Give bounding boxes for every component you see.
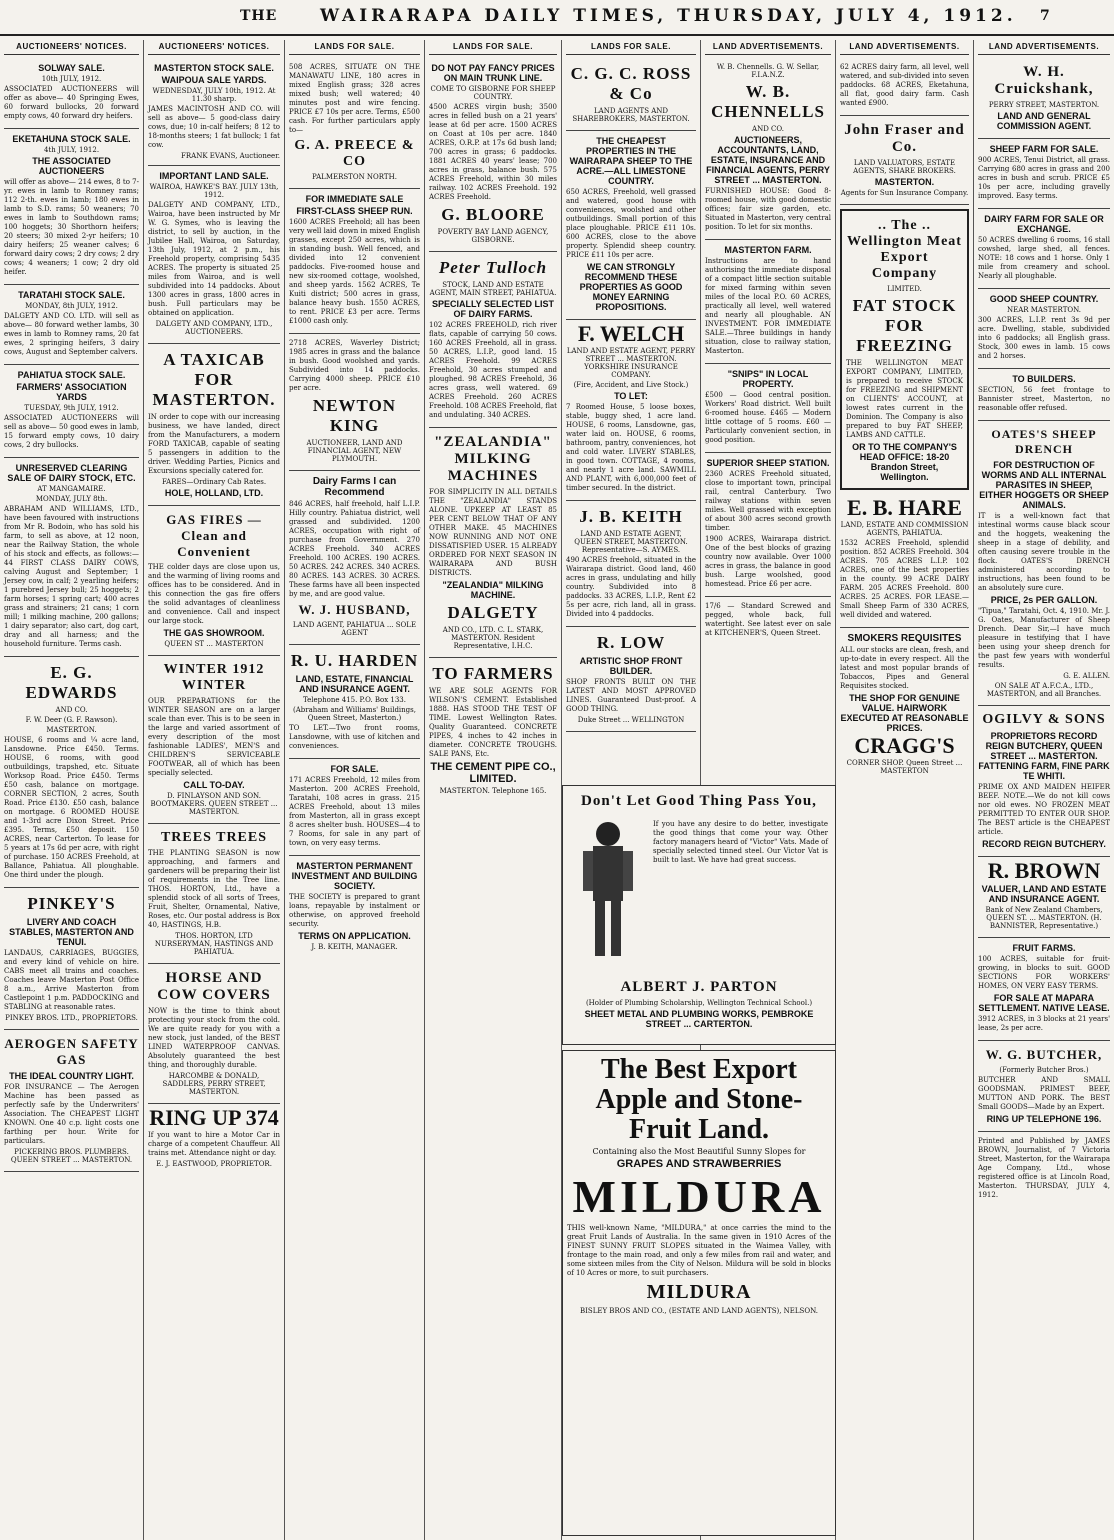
ad-heading: LAND AND GENERAL COMMISSION AGENT. [996,111,1092,131]
ad-signature: G. BLOORE [441,205,545,224]
ad-body: 171 ACRES Freehold, 12 miles from Masterton. 200 ACRES Freehold, Taratahi, 108 acres in grass. 215 ACRES Freehold, about 13 miles from Masterton, all in grass except 8 acres shelter bush. HOUSES—4 to 7 Rooms, for sale in any part of town, on very easy terms. [289,776,420,847]
ad-location: MASTERTON. Telephone 165. [439,787,547,795]
ad-title: E. G. EDWARDS [25,663,118,702]
ad-title: FRUIT FARMS. [1012,943,1076,953]
ad-body: £500 — Good central position. Workers' Road district. Well built 6-roomed house. £465 — Modern little cottage of 5 rooms. £60 — Particularly convenient section, in good position. [705,391,831,444]
column-heading: LAND ADVERTISEMENTS. [705,40,831,55]
column-7 [836,40,974,1540]
ad-body: FURNISHED HOUSE: Good 8-roomed house, with good domestic offices; fair size garden, etc. Situated in Masterton, very central position. To let for six months. [705,187,831,231]
ad-title: TO BUILDERS. [1012,374,1076,384]
ad-keith [566,501,696,627]
ad-subtitle: WAIPOUA SALE YARDS. [161,75,267,85]
ad-body: ASSOCIATED AUCTIONEERS will sell as above— 50 good ewes in lamb, 15 forward empty cows, 10 dairy cows, 2 dry bullocks. [4,414,139,449]
ad-subtitle: FIRST-CLASS SHEEP RUN. [296,206,413,216]
ad-peter-tulloch [429,252,557,428]
ad-clearing-sale [4,458,139,657]
ad-signature: DALGETY [447,603,539,622]
ad-title: DAIRY FARM FOR SALE OR EXCHANGE. [984,214,1104,234]
ad-r-brown [978,857,1110,938]
ad-signature: BISLEY BROS AND CO., (ESTATE AND LAND AGENTS), NELSON. [580,1307,818,1315]
ad-title: SUPERIOR SHEEP STATION. [706,458,830,468]
ad-title: R. U. HARDEN [290,651,419,670]
ad-title: UNRESERVED CLEARING SALE OF DAIRY STOCK, ETC. [7,463,136,483]
ad-title: R. LOW [596,633,666,652]
ad-signature: E. J. EASTWOOD, PROPRIETOR. [156,1160,272,1168]
ad-names: W. B. Chennells. G. W. Sellar, F.I.A.N.Z. [716,63,820,79]
ad-smokers [840,628,969,782]
column-2 [144,40,285,1540]
ad-credentials: (Holder of Plumbing Scholarship, Wellington Technical School.) [585,999,813,1007]
masthead-left: THE [240,8,278,24]
ad-heading: FOR SALE AT MAPARA SETTLEMENT. NATIVE LEASE. [978,993,1110,1013]
ad-body: ASSOCIATED AUCTIONEERS will offer as above— 40 Springing Ewes, 60 forward bullocks, 20 forward empty cows, 40 forward dry heifers. [4,85,139,120]
ad-title: W. G. BUTCHER, [985,1047,1103,1062]
ad-heading: AUCTIONEERS, ACCOUNTANTS, LAND, ESTATE, INSURANCE AND FINANCIAL AGENTS, PERRY STREET ... MASTERTON. [706,135,830,185]
ad-title: Peter Tulloch [438,258,548,277]
ad-subtitle: LIMITED. [887,285,922,293]
ad-body: THIS well-known Name, "MILDURA," at once carries the mind to the great Fruit Lands of Australia. In the same given in 1910 Acres of the FINEST SUNNY FRUIT SLOPES situated in the Waimea Valley, with frontage to the main road, and only a few miles from rail and water, and some sixteen miles from the City of Nelson. Mildura will be sold in blocks of 10 Acres or more, to suit purchasers. [567,1224,831,1277]
ad-body: ALL our stocks are clean, fresh, and up-to-date in every respect. All the latest and most popular brands of Tobaccos, Pipes and General Requisites stocked. [840,646,969,690]
ad-subtitle: LIVERY AND COACH STABLES, MASTERTON AND TENUI. [9,917,134,947]
ad-subtitle: LAND AND ESTATE AGENT, PERRY STREET ... MASTERTON. YORKSHIRE INSURANCE COMPANY. [566,347,696,379]
ad-title: PINKEY'S [27,894,116,913]
ad-sheep-station [705,453,831,597]
ad-to-farmers [429,658,557,802]
ad-signature: DALGETY AND COMPANY, LTD., AUCTIONEERS. [155,320,273,336]
ad-date: WEDNESDAY, JULY 10th, 1912. At 11.30 sharp. [152,87,276,103]
ad-title: Don't Let Good Thing Pass You, [581,793,817,809]
ad-body: TO LET.—Two front rooms, Lansdowne, with use of kitchen and conveniences. [289,724,420,750]
ad-date: WAIROA, HAWKE'S BAY. JULY 13th, 1912. [149,183,279,199]
ad-manawatu-line [289,58,420,189]
ad-wellington-meat [840,209,969,490]
ad-fruit-farms [978,938,1110,1041]
ad-title: C. G. C. ROSS & Co [570,64,692,103]
ad-body: THE PLANTING SEASON is now approaching, and farmers and gardeners will be preparing their list of requirements in the Tree line. THOS. HORTON, Ltd., have a splendid stock of all sorts of Trees, Fruit, Shelter, Ornamental, Native, Roses, etc. Our postal address is Box 40, HASTINGS, H.B. [148,849,280,929]
ad-ring-up-374 [148,1104,280,1175]
ad-body: will offer as above— 214 ewes, 8 to 7-yr. ewes in lamb to Romney rams; 112 2-th. ewes in lamb; 180 ewes in lamb to S.D. rams; 50 weaners; 70 ewes in lamb to Southdown rams; 100 hoggets; 30 Shorthorn heifers; 20 steers; 30 mixed 2-yr heifers; 10 dairy heifers; 25 weaner calves; 6 forward dairy cows; 2 dry cows; 2 dry cows; 4 weaners; 1 cow; 2 dry old heifer. [4,178,139,276]
ad-snips [705,364,831,453]
ad-signature: D. FINLAYSON AND SON. BOOTMAKERS. QUEEN STREET ... MASTERTON. [150,792,278,816]
ad-masterton-farm [705,240,831,364]
ad-horse-cow-covers [148,964,280,1104]
ad-subtitle: FOR DESTRUCTION OF WORMS AND ALL INTERNAL PARASITES IN SHEEP, EITHER HOGGETS OR SHEEP ANIMALS. [979,460,1109,510]
ad-body: If you want to hire a Motor Car in charge of a competent Chauffeur. All trains met. Attendance night or day. [148,1131,280,1157]
ad-signature: G. A. PREECE & CO [294,138,415,169]
ad-taxicab [148,344,280,506]
ad-price: PRICE, 2s PER GALLON. [990,595,1098,605]
ad-subtitle: LAND VALUATORS, ESTATE AGENTS, SHARE BROKERS. [853,159,956,175]
ad-taratahi-stock-sale [4,285,139,365]
ad-location: AND CO., LTD. C. L. STARK, MASTERTON. Resident Representative, I.H.C. [442,626,544,650]
ad-body: JAMES MACINTOSH AND CO. will sell as above— 5 good-class dairy cows, due; 10 in-calf heifers; 8 12 to 18-months steers; 1 fat bullock; 1 fat cow. [148,105,280,149]
ad-testimonial-author: G. E. ALLEN. [1063,672,1110,680]
ad-good-sheep-country [978,289,1110,369]
ad-heading: GRAPES AND STRAWBERRIES [616,1158,782,1170]
ad-important-land-sale [148,166,280,344]
ad-testimonial: "Tipua," Taratahi, Oct. 4, 1910. Mr. J. G. Oates, Manufacturer of Sheep Drench. Dear Sir,—I have much pleasure in testifying that I have been using your sheep drench for the past few years with wonderful results. [978,607,1110,669]
ad-date: MONDAY, JULY 8th. [35,495,108,503]
ad-body: THE SOCIETY is prepared to grant loans, repayable by instalment or otherwise, on approved freehold security. [289,893,420,928]
ad-subtitle: THE SHOP FOR GENUINE VALUE. HAIRWORK EXECUTED AT REASONABLE PRICES. [840,693,969,733]
ad-body: 490 ACRES freehold, situated in the Wairarapa district. Good land, 460 acres in grass, undulating and hilly country. Subdivided into 8 paddocks. 33 ACRES, L.I.P., Rent £2 5s per acre, rich land, all in grass. Divided into 4 paddocks. [566,556,696,618]
ad-title: DO NOT PAY FANCY PRICES ON MAIN TRUNK LINE. [431,63,555,83]
ad-title: OATES'S SHEEP DRENCH [991,427,1097,456]
ad-body: Instructions are to hand authorising the immediate disposal of a compact little section suitable for mixed farming within seven miles of the local P.O. 60 ACRES, practically all level, well watered and nearly all ploughable. AN INVESTMENT. FOR IMMEDIATE SALE.—Three buildings in handy situation, close to railway station, Masterton. [705,257,831,355]
ad-subtitle: THE GAS SHOWROOM. [163,628,265,638]
ad-pahiatua-stock-sale [4,365,139,458]
ad-body: 4500 ACRES virgin bush; 3500 acres in felled bush on a 21 years' lease at 6d per acre. 1500 ACRES on Coast at 10s per acre. 1840 ACRES, O.R.P. at 17s 6d bush land; 700 acres in grass; 6 paddocks. 1881 ACRES 40 years' lease; 700 acres in grass, balance bush. 575 ACRES Freehold, within 30 miles railway. 102 ACRES Freehold. 192 ACRES Freehold. [429,103,557,201]
ad-subtitle: THE ASSOCIATED AUCTIONEERS [32,156,111,176]
ad-john-fraser [840,116,969,205]
ad-date: 4th JULY, 1912. [43,146,100,154]
ad-cruickshank [978,58,1110,139]
ad-title: MASTERTON FARM. [724,245,812,255]
ad-title: FOR IMMEDIATE SALE [305,194,404,204]
ad-title: THE CHEAPEST PROPERTIES IN THE WAIRARAPA SHEEP TO THE ACRE.—ALL LIMESTONE COUNTRY. [569,136,693,186]
ad-title: AEROGEN SAFETY GAS [4,1036,139,1067]
ad-title: OGILVY & SONS [982,712,1106,727]
ad-title: John Fraser and Co. [844,122,965,155]
column-heading: LAND ADVERTISEMENTS. [840,40,969,55]
ad-body: NOW is the time to think about protecting your stock from the cold. We are quite ready for you with a new stock, just landed, of the BEST LINED WATERPROOF CANVAS. Absolutely guaranteed the best thing, and thoroughly durable. [148,1007,280,1069]
ad-title: MASTERTON STOCK SALE. [154,63,274,73]
ad-signature: J. B. KEITH, MANAGER. [311,943,398,951]
ad-body: 62 ACRES dairy farm, all level, well watered, and sub-divided into seven paddocks. 68 ACRES, Eketahuna, all flat, good dairy farm. Cash wanted £900. [840,63,969,107]
ad-body: 846 ACRES, half freehold, half L.I.P. Hilly country. Pahiatua district, well grassed and subdivided. 1200 ACRES, occupation with right of purchase from Government. 270 ACRES Freehold. 340 ACRES Freehold. 100 ACRES. 190 ACRES. 50 ACRES. 242 ACRES. 340 ACRES. 80 ACRES. 143 ACRES. 30 ACRES. These farms have all been inspected by me, and are good value. [289,500,420,598]
ad-title: TO FARMERS [432,664,554,683]
ad-date: 10th JULY, 1912. [41,75,102,83]
ad-body: 650 ACRES, Freehold, well grassed and watered, good house with conveniences, woolshed and other outbuildings. Small portion of this place ploughable. PRICE £11 10s. 600 ACRES, close to the above property. Splendid sheep country. PRICE £11 10s per acre. [566,188,696,259]
ad-location: LAND AGENT, PAHIATUA ... SOLE AGENT [292,621,417,637]
ad-body: 1600 ACRES Freehold; all has been very well laid down in mixed English grasses, except 250 acres, which is in standing bush. Well fenced, and divided into 12 convenient paddocks. Five-roomed house and new six-roomed cottage, woolshed, and sheep yards. 1562 ACRES, Te Kuiti district; 500 acres in grass, balance heavy bush. 1550 ACRES, to rent. PRICE £3 per acre. Terms £1000 cash only. [289,218,420,325]
ad-subtitle: AUCTIONEER, LAND AND FINANCIAL AGENT, NEW PLYMOUTH. [306,439,403,463]
ad-subtitle: LAND AND ESTATE AGENT, QUEEN STREET, MASTERTON. Representative—S. AYMES. [574,530,688,554]
ad-title: R. BROWN [987,858,1101,883]
ad-body: IN order to cope with our increasing business, we have landed, direct from the Manufacturers, a modern FORD TAXICAB, capable of seating 5 passengers in addition to the driver. Wedding Parties, Picnics and Excursions specially catered for. [148,413,280,475]
ad-body: SECTION, 56 feet frontage to Bannister street, Masterton, no reasonable offer refused. [978,386,1110,412]
ad-body: 300 ACRES, L.I.P. rent 3s 9d per acre. Dwelling, stable, subdivided into 6 paddocks; all English grass. Stock, 300 ewes in lamb. 15 cows and 2 horses. [978,316,1110,360]
column-heading: AUCTIONEERS' NOTICES. [148,40,280,55]
ad-title: The Best Export Apple and Stone-Fruit Land. [595,1054,803,1145]
ad-signature: THE CEMENT PIPE CO., LIMITED. [430,761,556,785]
ad-title: EKETAHUNA STOCK SALE. [12,134,131,144]
ad-callout: CALL TO-DAY. [183,780,245,790]
ad-signature: CRAGG'S [854,733,955,758]
ad-subtitle: "ZEALANDIA" MILKING MACHINE. [442,580,544,600]
ad-phone: Telephone 415. P.O. Box 133. [303,696,406,704]
ad-subtitle: LAND, ESTATE AND COMMISSION AGENTS, PAHIATUA. [840,521,969,537]
ad-title: WINTER 1912 WINTER [163,662,265,693]
page-number: 7 [1040,8,1051,24]
column-4 [425,40,562,1540]
ad-location: PALMERSTON NORTH. [312,173,397,181]
ad-location: CORNER SHOP. Queen Street ... MASTERTON [846,759,963,775]
ad-to-builders [978,369,1110,421]
ad-title: MASTERTON PERMANENT INVESTMENT AND BUILDING SOCIETY. [291,861,418,891]
ad-subtitle: PERRY STREET, MASTERTON. [988,101,1100,109]
ad-body: ABRAHAM AND WILLIAMS, LTD., have been favoured with instructions from Mr R. Bodoin, who has sold his farm, to sell as above, at 12 noon, near the Railway Station, the whole of his stock and effects, as follows:— 44 FIRST CLASS DAIRY COWS, calving August and September; 1 Jersey cow, in calf; 2 yearling heifers; 1 purebred Jersey bull; 25 hoggets; 2 farm horses; 1 spring cart; 400 acres grass and strainers; 21 cans; 1 corn mill; 1 milking machine, 200 gallons; 1 dairy separator; also cart, dog cart, dray and all harness; and the household furniture. Terms cash. [4,505,139,648]
ad-signature: QUEEN ST ... MASTERTON [164,640,264,648]
ad-body: HOUSE, 6 rooms and ¼ acre land, Lansdowne. Price £450. Terms. HOUSE, 6 rooms, with good outbuildings, trapshed, etc. Situate Worksop Road. Price £450. Terms £50 cash, balance on mortgage. CORNER SECTION, 2 acres, South Road. Price £130. £50 cash, balance on mortgage. 6 ROOMED HOUSE and 1-3rd acre Dixon Street. Price £395. Terms, £50 deposit. 150 ACRES, near Carterton. To lease for 5 years at 17s 6d per acre, with right of purchase. 150 ACRES Freehold, at Ballance, Pahiatua. All ploughable. One third under the plough. [4,736,139,879]
ad-title: E. B. HARE [847,495,962,520]
ad-masterton-stock-sale [148,58,280,166]
ad-title: W. B. CHENNELLS [711,82,825,121]
column-3 [285,40,425,1540]
ad-title: SMOKERS REQUISITES [847,633,962,644]
ad-ross [566,58,696,131]
ad-body-2: 1900 ACRES, Wairarapa district. One of the best blocks of grazing country now available. Over 1000 acres in grass, the balance in good bush. Large woolshed, good homestead. Price £6 per acre. [705,535,831,588]
ad-signature: OR TO THE COMPANY'S HEAD OFFICE: 18-20 Brandon Street, Wellington. [852,442,957,482]
ad-title: A TAXICAB FOR MASTERTON. [152,350,276,409]
ad-butcher [978,1041,1110,1132]
ad-subtitle: TERMS ON APPLICATION. [298,931,411,941]
ad-title: F. WELCH [577,321,685,346]
ad-body: THE colder days are close upon us, and the warming of living rooms and offices has to be considered. And in this connection the gas fire offers the solid advantages of cleanliness and convenience. Call and inspect our large stock. [148,563,280,625]
ad-date: TUESDAY, 9th JULY, 1912. [24,404,119,412]
ad-sheep-farm [978,139,1110,209]
ad-body: OUR PREPARATIONS for the WINTER SEASON are on a larger scale than ever. This is to be seen in the large and varied assortment of every description of the most fashionable LADIES', MEN'S and CHILDREN'S SERVICEABLE FOOTWEAR, all of which has been specially selected. [148,697,280,777]
ad-signature: FRANK EVANS, Auctioneer. [181,152,280,160]
ad-e-b-hare [840,494,969,628]
ad-subtitle: FARMERS' ASSOCIATION YARDS [16,382,127,402]
ad-body: 2360 ACRES Freehold situated, close to important town, principal rail, central Canterbury. Two railway stations within seven miles. Well grassed with exception of about 300 acres second growth timber. [705,470,831,532]
ad-pinkeys [4,888,139,1030]
ad-signature: PICKERING BROS. PLUMBERS. QUEEN STREET ... MASTERTON. [10,1148,133,1164]
ad-title: J. B. KEITH [579,507,683,526]
figure-illustration [573,816,643,966]
ad-signature: THOS. HORTON, LTD NURSERYMAN, HASTINGS AND PAHIATUA. [154,932,274,956]
ad-body: FOR SIMPLICITY IN ALL DETAILS THE "ZEALANDIA" STANDS ALONE. UPKEEP AT LEAST 85 PER CENT BELOW THAT OF ANY OTHER MAKE. 45 MACHINES NOW RUNNING AND NOT ONE DISSATISFIED USER. 15 ALREADY ORDERED FOR NEXT SEASON IN WAIRARAPA AND BUSH DISTRICTS. [429,488,557,577]
ad-body: 1532 ACRES Freehold, splendid position. 852 ACRES Freehold. 304 ACRES. 705 ACRES L.I.P. 102 ACRES, one of the best properties in the county. 99 ACRE DAIRY FARM. 205 ACRES Freehold. 800 ACRES. 25 ACRES. FOR LEASE.—Small Sheep Farm of 330 ACRES, well divided and watered. [840,539,969,619]
ad-body: WE ARE SOLE AGENTS FOR WILSON'S CEMENT. Established 1888. HAS STOOD THE TEST OF TIME. Lowest Wellington Rates. Quality Guaranteed. CONCRETE PIPES, 4 inches to 42 inches in diameter. CONCRETE TROUGHS. SALE PANS, Etc. [429,687,557,758]
ad-note: (Fire, Accident, and Live Stock.) [573,381,689,389]
ad-body: THE WELLINGTON MEAT EXPORT COMPANY, LIMITED, is prepared to receive STOCK for FREEZING and SHIPMENT on CLIENTS' ACCOUNT, at lowest rates current in the Dominion. The Company is also prepared to buy FAT SHEEP, LAMBS AND CATTLE. [846,359,963,439]
ad-title: PAHIATUA STOCK SALE. [17,370,126,380]
ad-title: GAS FIRES — Clean and Convenient [166,512,262,559]
ad-victor-vats [562,785,836,1045]
ad-oates-drench [978,421,1110,706]
ad-subtitle: LAND AGENTS AND SHAREBROKERS, MASTERTON. [572,107,690,123]
ad-signature: HOLE, HOLLAND, LTD. [164,488,264,498]
ad-title: SHEEP FARM FOR SALE. [989,144,1099,154]
ad-zealandia [429,428,557,658]
ad-heading: TO LET: [614,391,648,401]
ad-signature: W. J. HUSBAND, [298,602,411,617]
ad-for-sale [289,759,420,856]
masthead-title: WAIRARAPA DAILY TIMES, THURSDAY, JULY 4, 1912. [320,6,1017,26]
ad-heading: FAT STOCK FOR FREEZING [852,296,957,355]
column-heading: AUCTIONEERS' NOTICES. [4,40,139,55]
ad-r-low [566,627,696,732]
ad-body: 2718 ACRES, Waverley District; 1985 acres in grass and the balance in bush. Good woolshed and yards. Subdivided into 14 paddocks. Carrying 4000 sheep. PRICE £10 per acre. [289,339,420,392]
column-1 [0,40,144,1540]
ad-building-society [289,856,420,958]
ad-ogilvy [978,706,1110,857]
ad-location: MASTERTON. [874,177,935,187]
ad-names: F. W. Deer (G. F. Rawson). [25,716,118,724]
ad-body: LANDAUS, CARRIAGES, BUGGIES, and every kind of vehicle on hire. CABS meet all trains and coaches. Coaches leave Masterton Post Office 8 a.m., Arrive Masterton from Castlepoint 1 p.m. PADDOCKING and STABLING at reasonable rates. [4,949,139,1011]
imprint [978,1132,1110,1207]
ad-subtitle: STOCK, LAND AND ESTATE AGENT, MAIN STREET, PAHIATUA. [429,281,557,297]
masthead [0,0,1114,36]
ad-title: TARATAHI STOCK SALE. [18,290,125,300]
ad-aerogen [4,1030,139,1172]
ad-signature: HARCOMBE & DONALD, SADDLERS, PERRY STREET, MASTERTON. [162,1072,266,1096]
column-8 [974,40,1114,1540]
ad-address: (Abraham and Williams' Buildings, Queen Street, Masterton.) [293,706,416,722]
ad-body: 100 ACRES, suitable for fruit-growing, in blocks to suit. GOOD SECTIONS FOR WORKERS' HOMES, ON VERY EASY TERMS. [978,955,1110,990]
ad-body: DALGETY AND CO. LTD. will sell as above— 80 forward wether lambs, 30 ewes in lamb to Romney rams, 20 fat ewes, 2 springing heifers, 3 dairy cows, August and September calvers. [4,312,139,356]
ad-body: Bank of New Zealand Chambers, QUEEN ST. ... MASTERTON. (H. BANNISTER, Representative.) [985,906,1103,930]
ad-title: "SNIPS" IN LOCAL PROPERTY. [727,369,809,389]
ad-title: SOLWAY SALE. [38,63,105,73]
column-heading: LANDS FOR SALE. [566,40,696,55]
ad-note: Agents for Sun Insurance Company. [840,189,969,197]
ad-body: If you have any desire to do better, investigate the good things that come your way. Other factory managers heard of "Victor" Vats. Made of specially selected tinned steel. Our Victor Vat is built to last. We have had great success. [653,820,828,864]
ad-dairy-farms [289,471,420,645]
ad-mildura [562,1050,836,1536]
ad-subtitle: LAND, ESTATE, FINANCIAL AND INSURANCE AGENT. [295,674,414,694]
ad-dairy-farm-exchange [978,209,1110,289]
ad-newton-king [289,334,420,471]
ad-title: RING UP 374 [149,1105,279,1130]
ad-body: DALGETY AND COMPANY, LTD., Wairoa, have been instructed by Mr W. G. Symes, who is leaving the district, to sell by auction, in the Jubilee Hall, Wairoa, on Saturday, 13th July, 1912, at 2 p.m., his Freehold property, comprising 5435 ACRES. The property is situated 25 miles from Wairoa, and is well subdivided into 14 paddocks. About 1300 acres in grass, 1800 acres in bush. Full particulars may be obtained on application. [148,201,280,317]
ad-body: 102 ACRES FREEHOLD, rich river flats, capable of carrying 50 cows. 160 ACRES Freehold, all in grass. 50 ACRES, L.I.P., good land. 15 ACRES Freehold. 99 ACRES Freehold, 30 acres stumped and ploughed. 98 ACRES Freehold, 36 acres grass, well watered. 69 ACRES Freehold. 260 ACRES Freehold. 108 ACRES Freehold, flat and undulating. 340 ACRES. [429,321,557,419]
ad-location: MASTERTON. [46,726,97,734]
ad-subtitle: COME TO GISBORNE FOR SHEEP COUNTRY. [430,85,556,101]
imprint-text: Printed and Published by JAMES BROWN, Journalist, of 7 Victoria Street, Masterton, for the Wairarapa Age Company, Ltd., whose registered office is at Lincoln Road, Masterton. THURSDAY, JULY 4, 1912. [978,1137,1110,1199]
column-heading: LANDS FOR SALE. [429,40,557,55]
ad-body-2: 3912 ACRES, in 3 blocks at 21 years' lease, 2s per acre. [978,1015,1110,1032]
ad-subtitle: AT MANGAMAIRE. [37,485,106,493]
ad-title: "ZEALANDIA" MILKING MACHINES [434,434,552,484]
ad-title: FOR SALE. [330,764,379,774]
ad-location: SHEET METAL AND PLUMBING WORKS, PEMBROKE STREET ... CARTERTON. [584,1009,814,1029]
ad-body: BUTCHER AND SMALL GOODSMAN. PRIMEST BEEF, MUTTON AND PORK. The BEST Small GOODS—Made by an Expert. [978,1076,1110,1111]
ad-body: IT is a well-known fact that intestinal worms cause black scour and the hoggets, weakening the sheep in a stage of debility, and often causing severe trouble in the flock. OATES'S DRENCH administered according to instructions, has been found to be an absolutely sure cure. [978,512,1110,592]
columns [0,40,1114,1540]
ad-body: 50 ACRES dwelling 6 rooms, 16 stall cowshed, large shed, all fences. NOTE: 18 cows and 1 horse. Only 1 mile from creamery and school. Nearly all ploughable. [978,236,1110,280]
ad-fares: FARES—Ordinary Cab Rates. [161,478,267,486]
ad-body: PRIME OX AND MAIDEN HEIFER BEEF. NOTE.—We do not kill cows nor old ewes. NO FROZEN MEAT PERMITTED TO ENTER OUR SHOP. The BEST article is the CHEAPEST article. [978,783,1110,836]
ad-gas-fires [148,506,280,656]
column-heading: LAND ADVERTISEMENTS. [978,40,1110,55]
ad-title: IMPORTANT LAND SALE. [159,171,269,181]
ad-edwards [4,657,139,888]
ad-gisborne [429,58,557,252]
column-heading: LANDS FOR SALE. [289,40,420,55]
ad-signature: RECORD REIGN BUTCHERY. [982,839,1106,849]
ad-body: FOR INSURANCE — The Aerogen Machine has been passed as perfectly safe by the Underwriters' Association. The CHEAPEST LIGHT KNOWN. One 40 c.p. light costs one farthing per hour. Write for particulars. [4,1083,139,1145]
ad-subtitle: WE CAN STRONGLY RECOMMEND THESE PROPERTIES AS GOOD MONEY EARNING PROPOSITIONS. [579,262,683,312]
ad-welch [566,320,696,501]
ad-subtitle: Containing also the Most Beautiful Sunny Slopes for [592,1147,806,1156]
ad-solway-sale [4,58,139,129]
ad-subtitle: NEAR MASTERTON. [1006,306,1082,314]
ad-subtitle: AND CO. [55,706,88,714]
ad-location: POVERTY BAY LAND AGENCY, GISBORNE. [437,228,549,244]
ad-signature: ON SALE AT A.F.C.A., LTD., MASTERTON, and all Branches. [986,682,1102,698]
ad-title: NEWTON KING [312,396,397,435]
ad-title: HORSE AND COW COVERS [157,970,271,1003]
ad-body: 900 ACRES, Tenui District, all grass. Carrying 680 acres in grass and 200 acres in bush and scrub. PRICE £5 10s per acre, including gravelly improved. Easy terms. [978,156,1110,200]
ad-mildura-name-2: MILDURA [646,1281,752,1303]
ad-heading: SPECIALLY SELECTED LIST OF DAIRY FARMS. [431,299,555,319]
ad-title: .. The .. Wellington Meat Export Company [847,218,962,281]
ad-harden [289,645,420,759]
ad-subtitle: VALUER, LAND AND ESTATE AND INSURANCE AGENT. [981,884,1107,904]
ad-signature: ALBERT J. PARTON [620,979,778,995]
ad-signature: PINKEY BROS. LTD., PROPRIETORS. [5,1014,138,1022]
ad-body: 7 Roomed House, 5 loose boxes, stable, buggy shed, 1 acre land. HOUSE, 6 rooms, Lansdowne, gas, water laid on. HOUSE, 6 rooms, bathroom, pantry, conveniences, hot and cold water. LIVERY STABLES, in good town. COTTAGE, 4 rooms, and nearly 1 acre land. SAWMILL AND PLANT, with 6,000,000 feet of timber secured. In the district. [566,403,696,492]
ad-date: MONDAY, 8th JULY, 1912. [25,302,118,310]
ad-winter-footwear [148,656,280,824]
ad-body: 508 ACRES, SITUATE ON THE MANAWATU LINE, 180 acres in mixed English grass; 328 acres mixed bush; well watered; 40 minutes post and wire fencing. PRICE £7 10s per acre. Terms, £500 cash. For further particulars apply to— [289,63,420,134]
ad-cheapest-properties [566,131,696,320]
ad-kitcheners [705,597,831,645]
ad-subtitle: AND CO. [752,125,784,133]
ad-mildura-name: MILDURA [572,1171,826,1222]
ad-title: GOOD SHEEP COUNTRY. [989,294,1099,304]
ad-eketahuna-stock-sale [4,129,139,285]
ad-dairy-62-acres [840,58,969,116]
ad-subtitle: ARTISTIC SHOP FRONT BUILDER. [579,656,683,676]
ad-chennells [705,58,831,240]
ad-title: W. H. Cruickshank, [994,64,1094,97]
ad-body: 17/6 — Standard Screwed and pegged, whole back, full watertight. See latest ever on sale at KITCHENER'S, Queen Street. [705,602,831,637]
ad-body: SHOP FRONTS BUILT ON THE LATEST AND MOST APPROVED LINES. Guaranteed Dust-proof. A GOOD THING. [566,678,696,713]
ad-sheep-run [289,189,420,334]
ad-subtitle: (Formerly Butcher Bros.) [999,1066,1089,1074]
ad-subtitle: THE IDEAL COUNTRY LIGHT. [9,1071,134,1081]
ad-subtitle: PROPRIETORS RECORD REIGN BUTCHERY, QUEEN STREET ... MASTERTON. FATTENING FARM, FINE PARK TE WHITI. [978,731,1110,781]
ad-phone: RING UP TELEPHONE 196. [986,1114,1102,1124]
ad-trees [148,824,280,964]
ad-location: Duke Street ... WELLINGTON [577,716,685,724]
ad-title: TREES TREES [160,830,268,845]
ad-title: Dairy Farms I can Recommend [312,476,397,498]
